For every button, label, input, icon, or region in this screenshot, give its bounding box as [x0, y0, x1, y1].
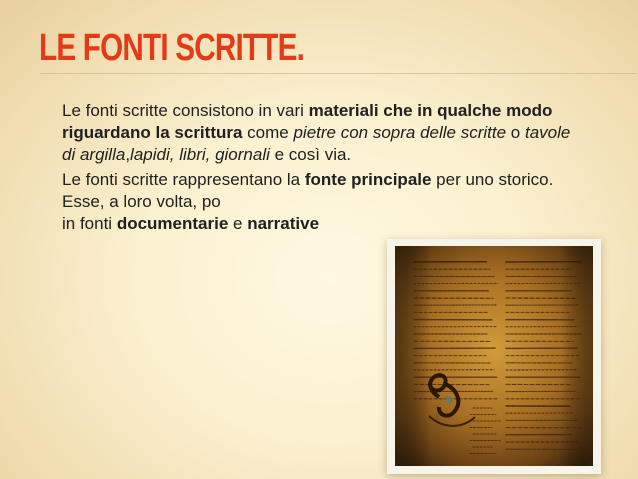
paragraph-2-run-6: e [228, 214, 248, 233]
paragraph-1-run-2: materiali che in qualche modo riguardano la scrittura [62, 101, 553, 142]
paragraph-2-run-5: documentarie [116, 214, 229, 233]
title-divider [40, 73, 637, 74]
paragraph-2 [62, 169, 587, 235]
paragraph-1-run-3: come [242, 123, 294, 142]
paragraph-2-run-2: fonte principale [304, 170, 432, 189]
paragraph-1-run-5: o [506, 123, 525, 142]
paragraph-2-run-4: in fonti [62, 214, 117, 233]
paragraph-1-run-4: pietre con sopra delle scritte [293, 123, 507, 142]
paragraph-2-run-1: Le fonti scritte rappresentano la [62, 170, 305, 189]
paragraph-1-run-6: tavole di argilla [62, 123, 571, 164]
paragraph-1-run-1: Le fonti scritte consistono in vari [62, 101, 309, 120]
paragraph-1-run-7: , [125, 145, 131, 164]
slide-title: LE FONTI SCRITTE. [39, 27, 305, 69]
paragraph-1-run-8: lapidi, libri, giornali [130, 145, 270, 164]
paragraph-1-run-9: e così via. [269, 145, 352, 164]
manuscript-image [395, 246, 593, 466]
body-copy [62, 100, 587, 235]
paragraph-2-run-7: narrative [247, 214, 320, 233]
manuscript-photo [387, 239, 601, 474]
paragraph-2-run-3: per uno storico. Esse, a loro volta, po [62, 170, 554, 211]
paragraph-1 [62, 100, 587, 166]
